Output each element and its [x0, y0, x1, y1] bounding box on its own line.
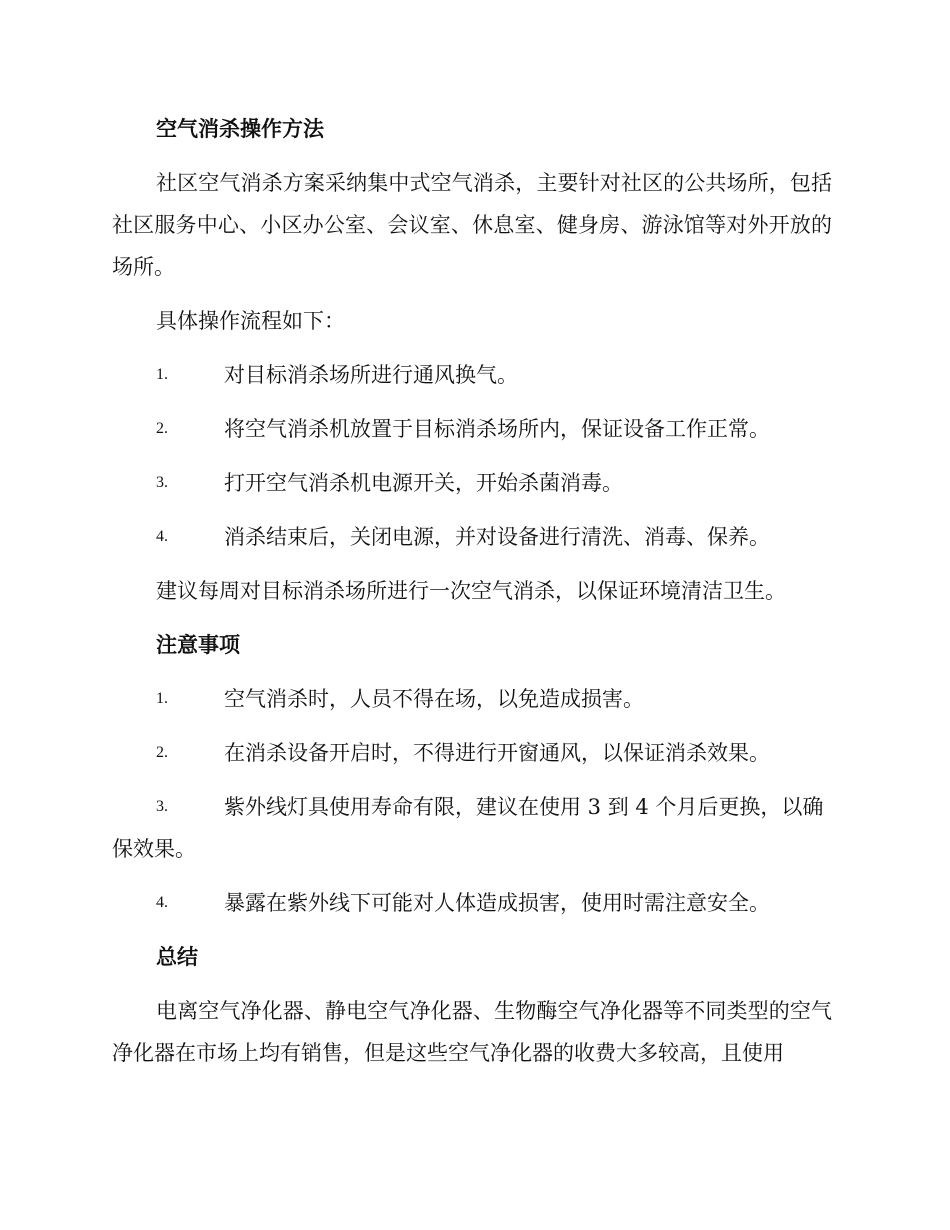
list-item [112, 516, 832, 558]
list-number: 2. [156, 744, 168, 761]
list-text: 消杀结束后，关闭电源，并对设备进行清洗、消毒、保养。 [224, 525, 770, 549]
list-number: 3. [156, 798, 168, 815]
list-number: 4. [156, 528, 168, 545]
summary-paragraph: 电离空气净化器、静电空气净化器、生物酶空气净化器等不同类型的空气净化器在市场上均有销售，但是这些空气净化器的收费大多较高，且使用 [112, 999, 832, 1065]
method-lead-paragraph: 具体操作流程如下： [156, 309, 345, 333]
list-number: 2. [156, 420, 168, 437]
list-text: 空气消杀时，人员不得在场，以免造成损害。 [224, 687, 644, 711]
list-item [112, 678, 832, 720]
list-number: 1. [156, 690, 168, 707]
list-text: 在消杀设备开启时，不得进行开窗通风，以保证消杀效果。 [224, 741, 770, 765]
list-text: 对目标消杀场所进行通风换气。 [224, 363, 518, 387]
list-item [112, 462, 832, 504]
list-item [112, 354, 832, 396]
list-number: 3. [156, 474, 168, 491]
list-item [112, 408, 832, 450]
document-body [112, 108, 832, 1086]
method-intro-paragraph: 社区空气消杀方案采纳集中式空气消杀，主要针对社区的公共场所，包括社区服务中心、小区办公室、会议室、休息室、健身房、游泳馆等对外开放的场所。 [112, 171, 832, 279]
section-heading-summary: 总结 [156, 944, 198, 969]
list-item [112, 732, 832, 774]
list-text: 将空气消杀机放置于目标消杀场所内，保证设备工作正常。 [224, 417, 770, 441]
list-text: 打开空气消杀机电源开关，开始杀菌消毒。 [224, 471, 623, 495]
list-text: 暴露在紫外线下可能对人体造成损害，使用时需注意安全。 [224, 891, 770, 915]
method-closing-paragraph: 建议每周对目标消杀场所进行一次空气消杀，以保证环境清洁卫生。 [156, 579, 786, 603]
list-item [112, 882, 832, 924]
list-number: 4. [156, 894, 168, 911]
list-number: 1. [156, 366, 168, 383]
section-heading-method: 空气消杀操作方法 [156, 116, 324, 141]
section-heading-notes: 注意事项 [156, 632, 240, 657]
list-item [112, 786, 832, 870]
list-text: 紫外线灯具使用寿命有限，建议在使用 3 到 4 个月后更换，以确保效果。 [112, 795, 824, 861]
